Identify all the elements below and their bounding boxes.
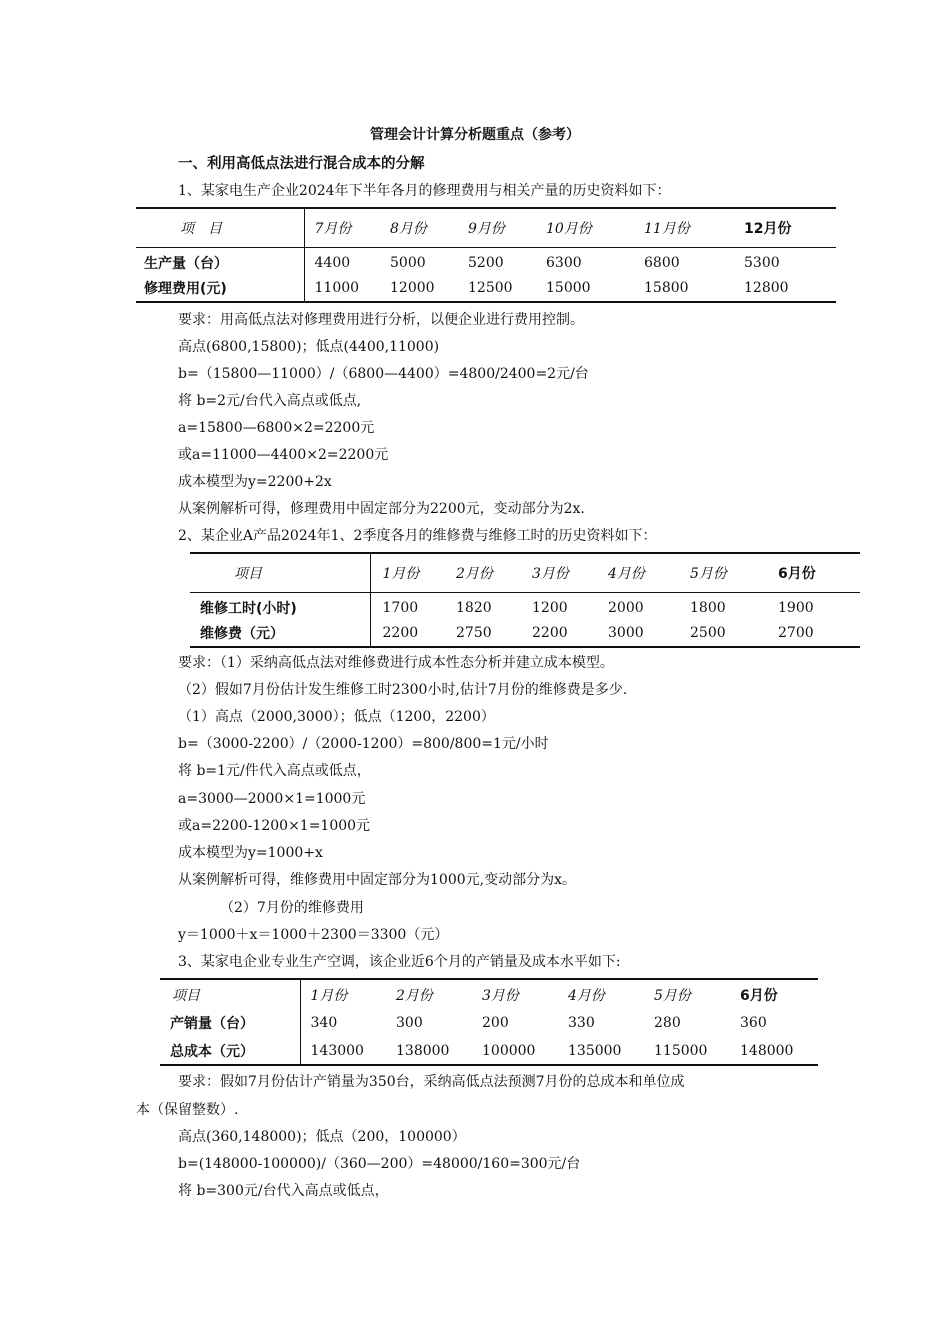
table-cell: 12800: [744, 280, 789, 296]
table-header-cell: 项 目: [136, 208, 304, 247]
table-header-cell: 6月份: [740, 987, 778, 1004]
table-cell: 1200: [532, 600, 568, 617]
table-header-cell: 5月份: [680, 553, 766, 592]
table-row: [190, 592, 860, 620]
table-header-cell: 4月份: [598, 553, 680, 592]
text-line: （2）7月份的维修费用: [220, 900, 364, 916]
table-cell: 4400: [314, 255, 351, 272]
table-cell: 148000: [740, 1042, 794, 1059]
table-row: [136, 275, 836, 302]
table-row: [190, 620, 860, 647]
table-header-cell: 1月份: [370, 553, 446, 592]
text-line: 或a=2200-1200×1=1000元: [178, 818, 371, 834]
table-cell: 5300: [744, 255, 780, 272]
text-line: 成本模型为y=1000+x: [178, 845, 323, 861]
text-line: 要求：假如7月份估计产销量为350台，采纳高低点法预测7月份的总成本和单位成: [178, 1074, 685, 1090]
table-cell: 2000: [608, 600, 644, 617]
section-heading: 一、利用高低点法进行混合成本的分解: [178, 156, 425, 172]
table-cell: 6300: [546, 255, 582, 272]
table-cell: 2200: [382, 625, 419, 641]
table-header-cell: 项目: [160, 979, 300, 1009]
table-header-cell: 7月份: [304, 208, 382, 247]
table-cell: 143000: [310, 1042, 364, 1059]
table-cell: 2200: [532, 625, 568, 641]
table-cell: 1700: [382, 600, 419, 617]
table-cell: 330: [568, 1015, 595, 1031]
table-header-cell: 9月份: [460, 208, 538, 247]
text-line: 要求：（1）采纳高低点法对维修费进行成本性态分析并建立成本模型。: [178, 655, 614, 671]
table-cell: 280: [654, 1015, 681, 1031]
table-cell: 200: [482, 1015, 509, 1031]
table-header-cell: 3月份: [522, 553, 598, 592]
table-header-cell: 2月份: [446, 553, 522, 592]
table-cell: 100000: [482, 1042, 536, 1059]
text-line: a=15800—6800×2=2200元: [178, 420, 375, 436]
table-header-cell: 5月份: [654, 987, 691, 1004]
text-line: 本（保留整数）.: [136, 1102, 239, 1118]
table-row: [160, 1037, 818, 1065]
table-header-row: [190, 553, 860, 592]
row-label: 维修费（元）: [190, 620, 370, 647]
text-line: 或a=11000—4400×2=2200元: [178, 447, 389, 463]
text-line: 从案例解析可得，修理费用中固定部分为2200元，变动部分为2x.: [178, 501, 585, 517]
text-line: 将 b=2元/台代入高点或低点,: [178, 393, 362, 409]
table-cell: 12000: [390, 280, 435, 296]
q3-table: [160, 978, 818, 1066]
table-cell: 12500: [468, 280, 513, 296]
table-cell: 11000: [314, 280, 360, 296]
table-header-cell: 1月份: [310, 987, 348, 1004]
table-cell: 1800: [690, 600, 726, 617]
q1-intro: 1、某家电生产企业2024年下半年各月的修理费用与相关产量的历史资料如下：: [178, 183, 671, 199]
q1-table: [136, 207, 836, 303]
table-header-cell: 8月份: [382, 208, 460, 247]
row-label: 总成本（元）: [160, 1037, 300, 1065]
table-header-cell: 项目: [190, 553, 370, 592]
text-line: b=（3000-2200）/（2000-1200）=800/800=1元/小时: [178, 736, 549, 752]
text-line: b=（15800—11000）/（6800—4400）=4800/2400=2元/台: [178, 366, 589, 382]
table-cell: 360: [740, 1015, 767, 1031]
row-label: 产销量（台）: [160, 1009, 300, 1037]
table-header-cell: 11月份: [636, 208, 734, 247]
text-line: 要求：用高低点法对修理费用进行分析，以便企业进行费用控制。: [178, 312, 584, 328]
text-line: 从案例解析可得，维修费用中固定部分为1000元,变动部分为x。: [178, 872, 576, 888]
table-row: [160, 1009, 818, 1037]
text-line: （2）假如7月份估计发生维修工时2300小时,估计7月份的维修费是多少.: [178, 682, 628, 698]
table-cell: 5000: [390, 255, 426, 272]
table-header-cell: 6月份: [766, 553, 860, 592]
row-label: 修理费用(元): [136, 275, 304, 302]
text-line: 高点(6800,15800)；低点(4400,11000): [178, 339, 440, 355]
q3-intro: 3、某家电企业专业生产空调，该企业近6个月的产销量及成本水平如下:: [178, 954, 621, 970]
table-cell: 138000: [396, 1042, 450, 1059]
table-cell: 135000: [568, 1042, 622, 1059]
table-cell: 300: [396, 1015, 423, 1031]
table-cell: 1820: [456, 600, 492, 617]
table-cell: 115000: [654, 1042, 708, 1059]
table-header-cell: 10月份: [538, 208, 636, 247]
table-row: [136, 247, 836, 275]
table-cell: 15000: [546, 280, 591, 296]
text-line: a=3000—2000×1=1000元: [178, 791, 366, 807]
table-cell: 340: [310, 1015, 338, 1031]
table-cell: 2750: [456, 625, 492, 641]
text-line: 将 b=1元/件代入高点或低点，: [178, 763, 371, 779]
table-header-cell: 4月份: [568, 987, 605, 1004]
row-label: 生产量（台）: [136, 247, 304, 275]
table-cell: 3000: [608, 625, 644, 641]
table-cell: 6800: [644, 255, 680, 272]
table-cell: 2700: [778, 625, 814, 641]
row-label: 维修工时(小时): [190, 592, 370, 620]
text-line: 成本模型为y=2200+2x: [178, 474, 332, 490]
text-line: y＝1000＋x＝1000＋2300＝3300（元）: [178, 927, 449, 943]
q2-intro: 2、某企业A产品2024年1、2季度各月的维修费与维修工时的历史资料如下：: [178, 528, 657, 544]
table-cell: 2500: [690, 625, 726, 641]
text-line: b=(148000-100000)/（360—200）=48000/160=300元/台: [178, 1156, 581, 1172]
table-header-cell: 3月份: [482, 987, 519, 1004]
doc-title: 管理会计计算分析题重点（参考）: [370, 127, 580, 143]
table-cell: 15800: [644, 280, 689, 296]
table-header-row: [160, 979, 818, 1009]
text-line: 将 b=300元/台代入高点或低点，: [178, 1183, 389, 1199]
text-line: 高点(360,148000)；低点（200，100000）: [178, 1129, 466, 1145]
table-cell: 1900: [778, 600, 814, 617]
text-line: （1）高点（2000,3000）；低点（1200，2200）: [178, 709, 495, 725]
q2-table: [190, 552, 860, 648]
table-cell: 5200: [468, 255, 504, 272]
table-header-row: [136, 208, 836, 247]
table-header-cell: 2月份: [396, 987, 433, 1004]
table-header-cell: 12月份: [734, 208, 836, 247]
